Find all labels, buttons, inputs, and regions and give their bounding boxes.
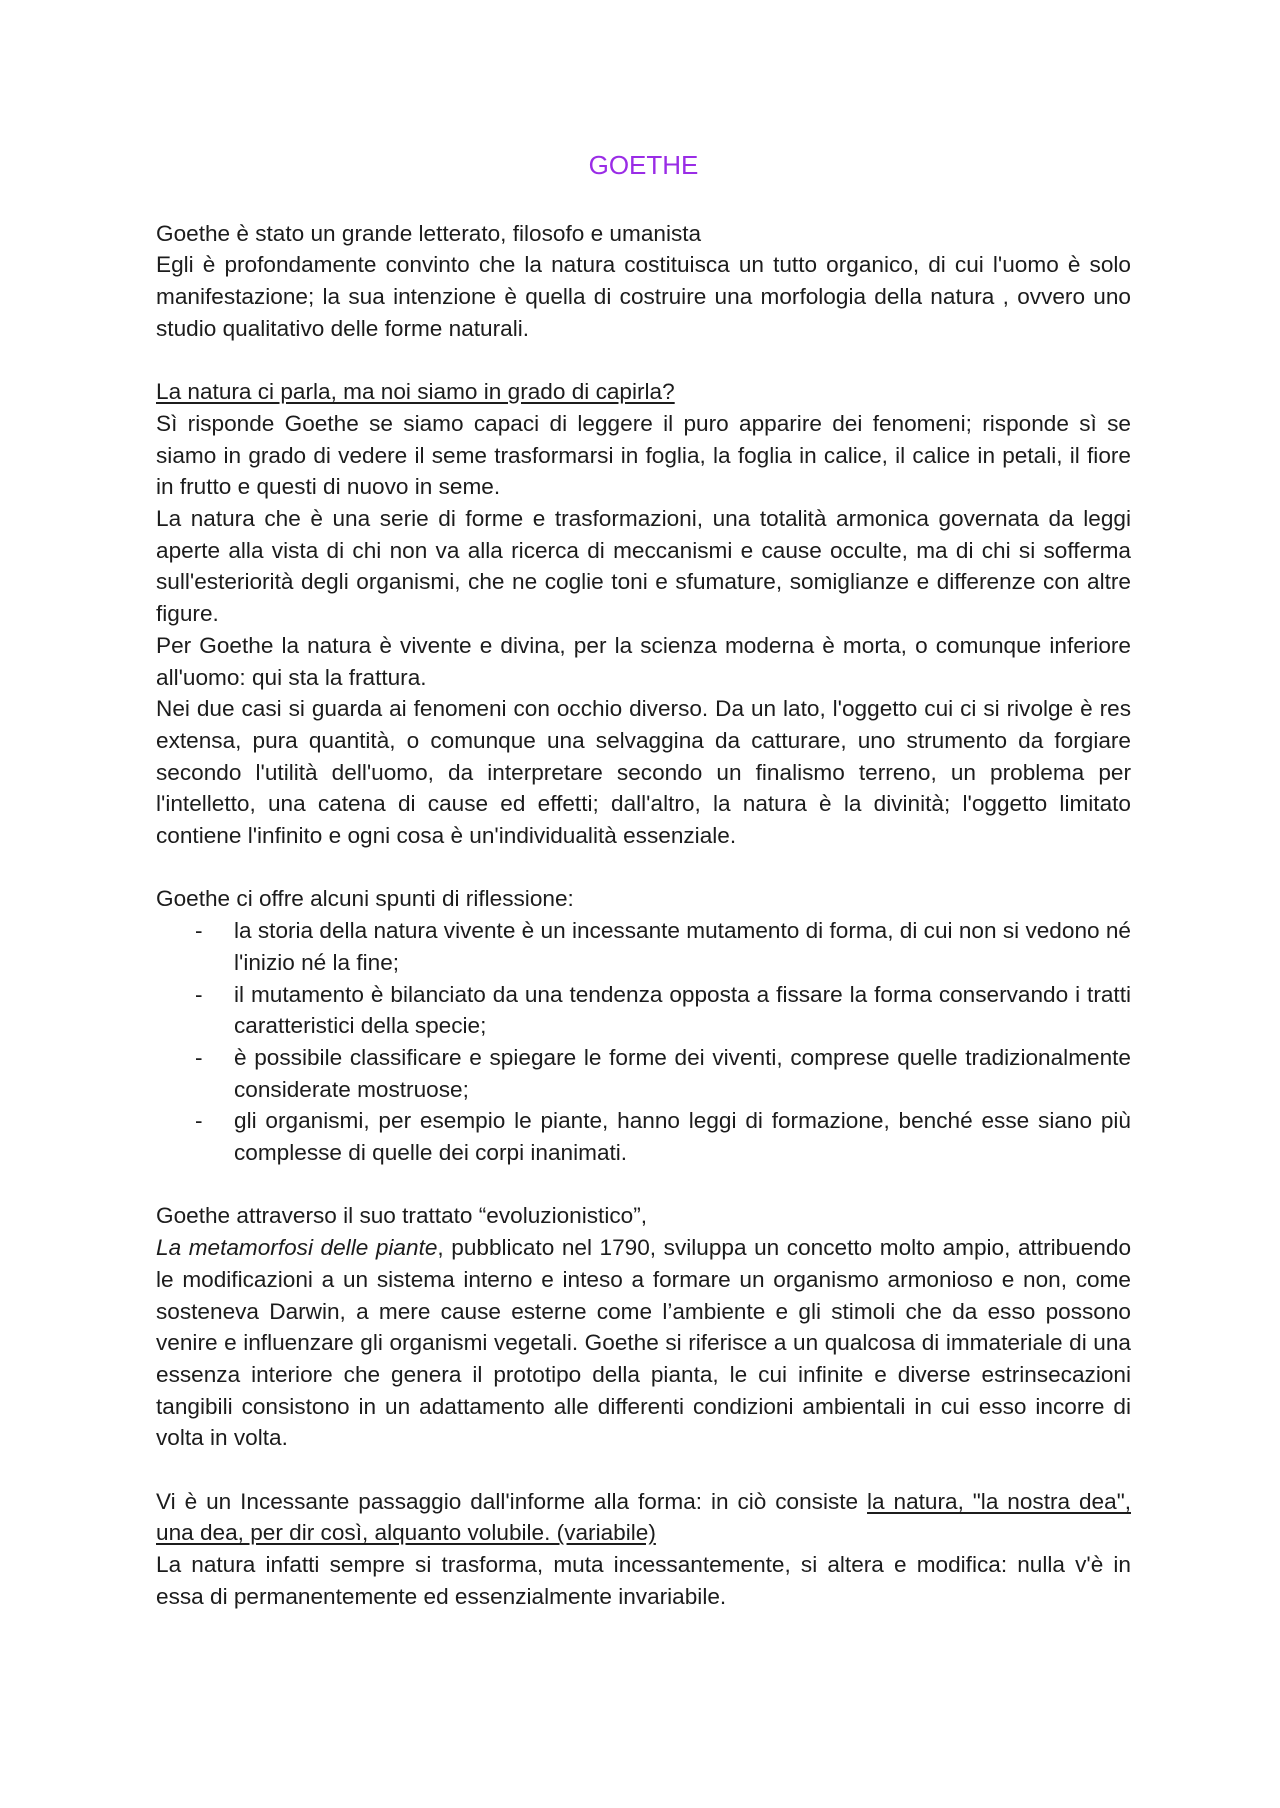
intro-line: Goethe è stato un grande letterato, filosofo e umanista	[156, 220, 702, 246]
list-item-text: il mutamento è bilanciato da una tendenza opposta a fissare la forma conservando i tratti caratteristici della specie;	[234, 981, 1131, 1039]
document-page	[156, 150, 1131, 1613]
closing-final: La natura infatti sempre si trasforma, muta incessantemente, si altera e modifica: nulla v'è in essa di permanentemente ed essenzialmente invariabile.	[156, 1552, 1131, 1609]
list-item	[156, 1042, 1131, 1105]
dash-bullet: -	[195, 1044, 203, 1070]
dash-bullet: -	[195, 918, 203, 944]
intro-paragraph: Egli è profondamente convinto che la natura costituisca un tutto organico, di cui l'uomo è solo manifestazione; la sua intenzione è quella di costruire una morfologia della natura , ovvero uno studio qualitativo delle forme naturali.	[156, 252, 1131, 341]
paragraph-phenomena: Nei due casi si guarda ai fenomeni con occhio diverso. Da un lato, l'oggetto cui ci si rivolge è res extensa, pura quantità, o comunque una selvaggina da catturare, uno strumento da forgiare secondo l'utilità dell'uomo, da interpretare secondo un finalismo terreno, un problema per l'intelletto, una catena di cause ed effetti; dall'altro, la natura è la divinità; l'oggetto limitato contiene l'infinito e ogni cosa è un'individualità essenziale.	[156, 696, 1131, 849]
closing-underlined: la natura, "la nostra dea", una dea, per dir così, alquanto volubile. (variabile)	[156, 1488, 1131, 1546]
list-item-text: la storia della natura vivente è un incessante mutamento di forma, di cui non si vedono né l'inizio né la fine;	[234, 918, 1131, 975]
list-item	[156, 979, 1131, 1042]
treatise-intro: Goethe attraverso il suo trattato “evoluzionistico”,	[156, 1203, 648, 1229]
paragraph-forms: La natura che è una serie di forme e trasformazioni, una totalità armonica governata da leggi aperte alla vista di chi non va alla ricerca di meccanismi e cause occulte, ma di chi si sofferma sull'esteriorità degli organismi, che ne coglie toni e sfumature, somiglianze e differenze con altre figure.	[156, 506, 1131, 627]
spacer	[156, 345, 1131, 377]
list-item-text: è possibile classificare e spiegare le forme dei viventi, comprese quelle tradizionalmente considerate mostruose;	[234, 1044, 1131, 1102]
list-item	[156, 1105, 1131, 1168]
spacer	[156, 852, 1131, 884]
closing-lead: Vi è un Incessante passaggio dall'informe alla forma: in ciò consiste	[156, 1488, 868, 1514]
treatise-text: , pubblicato nel 1790, sviluppa un concetto molto ampio, attribuendo le modificazioni a un sistema interno e inteso a formare un organismo armonioso e non, come sosteneva Darwin, a mere cause esterne come l’ambiente e gli stimoli che da esso possono venire e influenzare gli organismi vegetali. Goethe si riferisce a un qualcosa di immateriale di una essenza interiore che genera il prototipo della pianta, le cui infinite e diverse estrinsecazioni tangibili consistono in un adattamento alle differenti condizioni ambientali in cui esso incorre di volta in volta.	[156, 1235, 1132, 1451]
document-title: GOETHE	[588, 150, 699, 180]
closing-paragraph	[156, 1486, 1131, 1549]
paragraph-seed: Sì risponde Goethe se siamo capaci di leggere il puro apparire dei fenomeni; risponde sì se siamo in grado di vedere il seme trasformarsi in foglia, la foglia in calice, il calice in petali, il fiore in frutto e questi di nuovo in seme.	[156, 410, 1131, 500]
list-item-text: gli organismi, per esempio le piante, hanno leggi di formazione, benché esse siano più complesse di quelle dei corpi inanimati.	[234, 1108, 1131, 1166]
dash-bullet: -	[195, 981, 203, 1007]
reflection-intro: Goethe ci offre alcuni spunti di riflessione:	[156, 886, 574, 912]
question-heading-text: La natura ci parla, ma noi siamo in grado di capirla?	[156, 379, 675, 405]
list-item	[156, 915, 1131, 978]
book-title: La metamorfosi delle piante	[156, 1235, 438, 1261]
spacer	[156, 1454, 1131, 1486]
reflection-list	[156, 915, 1131, 1169]
question-heading	[156, 376, 1131, 408]
spacer	[156, 1169, 1131, 1201]
dash-bullet: -	[195, 1108, 203, 1134]
treatise-paragraph	[156, 1232, 1131, 1454]
paragraph-fracture: Per Goethe la natura è vivente e divina, per la scienza moderna è morta, o comunque inferiore all'uomo: qui sta la frattura.	[156, 632, 1131, 690]
